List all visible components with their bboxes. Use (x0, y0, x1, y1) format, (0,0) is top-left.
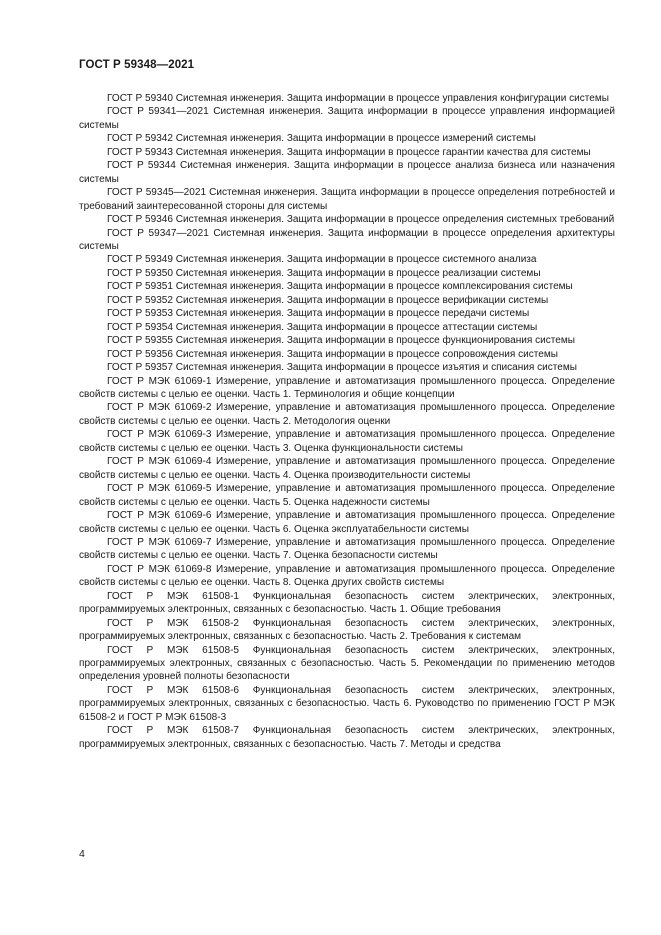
reference-item: ГОСТ Р МЭК 61069-1 Измерение, управление и автоматизация промышленного процесса. Определение свойств системы с целью ее оценки. Часть 1. Терминология и общие концепции (79, 375, 615, 400)
reference-item: ГОСТ Р МЭК 61508-5 Функциональная безопасность систем электрических, электронных, программируемых электронных, связанных с безопасностью. Часть 5. Рекомендации по применению методов определения уровней полноты безопасности (79, 644, 615, 683)
reference-item: ГОСТ Р 59346 Системная инженерия. Защита информации в процессе определения системных требований (107, 214, 615, 226)
document-header: ГОСТ Р 59348—2021 (79, 59, 195, 71)
reference-item: ГОСТ Р МЭК 61069-6 Измерение, управление и автоматизация промышленного процесса. Определение свойств системы с целью ее оценки. Часть 6. Оценка эксплуатабельности системы (79, 510, 615, 535)
reference-item: ГОСТ Р МЭК 61069-3 Измерение, управление и автоматизация промышленного процесса. Определение свойств системы с целью ее оценки. Часть 3. Оценка функциональности системы (79, 429, 615, 454)
reference-item: ГОСТ Р МЭК 61508-6 Функциональная безопасность систем электрических, электронных, программируемых электронных, связанных с безопасностью. Часть 6. Руководство по применению ГОСТ Р МЭК 61508-2 и ГОСТ Р МЭК 61508-3 (79, 684, 615, 723)
reference-item: ГОСТ Р МЭК 61069-4 Измерение, управление и автоматизация промышленного процесса. Определение свойств системы с целью ее оценки. Часть 4. Оценка производительности системы (79, 456, 615, 481)
reference-item: ГОСТ Р 59340 Системная инженерия. Защита информации в процессе управления конфигурации системы (107, 93, 609, 104)
reference-item: ГОСТ Р 59352 Системная инженерия. Защита информации в процессе верификации системы (107, 294, 549, 306)
reference-item: ГОСТ Р 59353 Системная инженерия. Защита информации в процессе передачи системы (107, 308, 530, 320)
reference-item: ГОСТ Р МЭК 61508-7 Функциональная безопасность систем электрических, электронных, программируемых электронных, связанных с безопасностью. Часть 7. Методы и средства (79, 725, 615, 750)
reference-item: ГОСТ Р МЭК 61069-5 Измерение, управление и автоматизация промышленного процесса. Определение свойств системы с целью ее оценки. Часть 5. Оценка надежности системы (79, 483, 615, 508)
reference-item: ГОСТ Р 59356 Системная инженерия. Защита информации в процессе сопровождения системы (107, 348, 558, 360)
reference-item: ГОСТ Р 59343 Системная инженерия. Защита информации в процессе гарантии качества для системы (107, 146, 591, 158)
reference-item: ГОСТ Р 59342 Системная инженерия. Защита информации в процессе измерений системы (107, 133, 536, 145)
reference-item: ГОСТ Р МЭК 61508-1 Функциональная безопасность систем электрических, электронных, программируемых электронных, связанных с безопасностью. Часть 1. Общие требования (79, 590, 615, 616)
reference-item: ГОСТ Р 59349 Системная инженерия. Защита информации в процессе системного анализа (107, 254, 537, 266)
reference-item: ГОСТ Р МЭК 61069-7 Измерение, управление и автоматизация промышленного процесса. Определение свойств системы с целью ее оценки. Часть 7. Оценка безопасности системы (79, 536, 615, 562)
reference-item: ГОСТ Р 59351 Системная инженерия. Защита информации в процессе комплексирования системы (107, 281, 573, 293)
reference-item: ГОСТ Р 59345—2021 Системная инженерия. Защита информации в процессе определения потребностей и требований заинтересованной стороны для системы (79, 187, 615, 212)
reference-item: ГОСТ Р 59350 Системная инженерия. Защита информации в процессе реализации системы (107, 267, 541, 279)
reference-item: ГОСТ Р 59357 Системная инженерия. Защита информации в процессе изъятия и списания системы (107, 362, 578, 374)
reference-item: ГОСТ Р МЭК 61508-2 Функциональная безопасность систем электрических, электронных, программируемых электронных, связанных с безопасностью. Часть 2. Требования к системам (79, 617, 615, 643)
reference-item: ГОСТ Р 59347—2021 Системная инженерия. Защита информации в процессе определения архитектуры системы (79, 227, 615, 252)
page-number: 4 (79, 848, 85, 860)
reference-list (79, 92, 615, 751)
reference-item: ГОСТ Р 59354 Системная инженерия. Защита информации в процессе аттестации системы (107, 321, 538, 333)
reference-item: ГОСТ Р 59341—2021 Системная инженерия. Защита информации в процессе управления информацией системы (79, 106, 615, 131)
reference-item: ГОСТ Р МЭК 61069-2 Измерение, управление и автоматизация промышленного процесса. Определение свойств системы с целью ее оценки. Часть 2. Методология оценки (79, 402, 615, 427)
reference-item: ГОСТ Р 59344 Системная инженерия. Защита информации в процессе анализа бизнеса или назначения системы (79, 160, 615, 185)
reference-item: ГОСТ Р 59355 Системная инженерия. Защита информации в процессе функционирования системы (107, 335, 575, 347)
reference-item: ГОСТ Р МЭК 61069-8 Измерение, управление и автоматизация промышленного процесса. Определение свойств системы с целью ее оценки. Часть 8. Оценка других свойств системы (79, 563, 615, 589)
